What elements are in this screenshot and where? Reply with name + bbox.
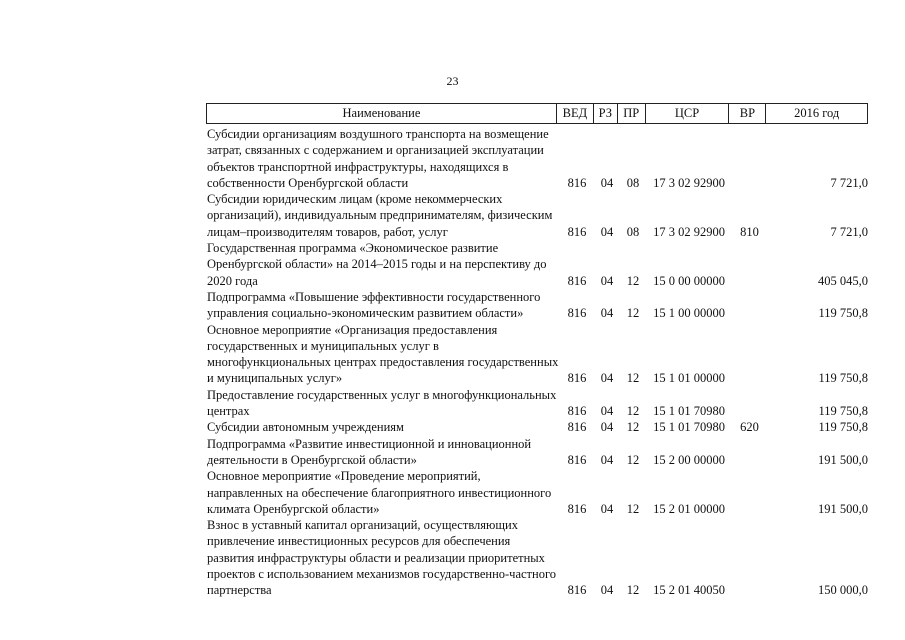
table-row: [206, 240, 868, 289]
row-csr: 15 1 01 70980: [653, 404, 725, 419]
table-row: [206, 289, 868, 322]
row-rz: 04: [600, 501, 614, 516]
row-name: Подпрограмма «Повышение эффективности государственного управления социально-экономическим развитием области»: [207, 289, 541, 321]
header-rz: РЗ: [594, 104, 618, 123]
row-rz: 04: [600, 306, 614, 321]
row-name: Субсидии юридическим лицам (кроме некоммерческих организаций), индивидуальным предпринимателям, физическим лицам–производителям товаров, работ, услуг: [207, 192, 553, 239]
row-vr: 810: [740, 224, 759, 239]
row-name: Взнос в уставный капитал организаций, осуществляющих привлечение инвестиционных ресурсов для обеспечения развития инфраструктуры области и реализации приоритетных проектов с использованием механизмов государственно-частного партнерства: [207, 518, 557, 598]
header-vr: ВР: [729, 104, 766, 123]
table-row: [206, 191, 868, 240]
row-ved: 816: [567, 273, 587, 288]
row-pr: 12: [626, 306, 640, 321]
row-ved: 816: [567, 224, 587, 239]
row-csr: 15 0 00 00000: [653, 273, 725, 288]
row-rz: 04: [600, 175, 614, 190]
row-rz: 04: [600, 583, 614, 598]
row-ved: 816: [567, 175, 587, 190]
row-amount: 191 500,0: [818, 452, 868, 467]
row-amount: 119 750,8: [818, 371, 868, 386]
table-row: [206, 322, 868, 387]
row-rz: 04: [600, 420, 614, 435]
row-ved: 816: [567, 306, 587, 321]
row-ved: 816: [567, 583, 587, 598]
header-csr: ЦСР: [646, 104, 730, 123]
table-row: [206, 419, 868, 435]
row-csr: 15 2 01 00000: [653, 501, 725, 516]
row-csr: 15 2 01 40050: [653, 583, 725, 598]
row-ved: 816: [567, 371, 587, 386]
row-amount: 150 000,0: [818, 583, 868, 598]
row-rz: 04: [600, 371, 614, 386]
row-pr: 12: [626, 420, 640, 435]
row-ved: 816: [567, 404, 587, 419]
table-row: [206, 126, 868, 191]
row-name: Основное мероприятие «Организация предоставления государственных и муниципальных услуг в многофункциональных центрах предоставления государственных и муниципальных услуг»: [207, 322, 559, 386]
row-ved: 816: [567, 420, 587, 435]
header-name: Наименование: [207, 104, 557, 123]
table-row: [206, 436, 868, 469]
row-pr: 12: [626, 404, 640, 419]
row-csr: 15 1 00 00000: [653, 306, 725, 321]
row-pr: 12: [626, 452, 640, 467]
row-amount: 7 721,0: [830, 224, 868, 239]
row-amount: 7 721,0: [830, 175, 868, 190]
row-ved: 816: [567, 452, 587, 467]
row-name: Предоставление государственных услуг в многофункциональных центрах: [207, 387, 557, 419]
row-name: Субсидии автономным учреждениям: [207, 420, 404, 435]
header-ved: ВЕД: [557, 104, 594, 123]
header-pr: ПР: [618, 104, 646, 123]
row-csr: 15 2 00 00000: [653, 452, 725, 467]
row-amount: 405 045,0: [818, 273, 868, 288]
row-vr: 620: [740, 420, 759, 435]
row-name: Подпрограмма «Развитие инвестиционной и инновационной деятельности в Оренбургской области»: [207, 436, 532, 467]
row-pr: 08: [626, 224, 640, 239]
row-rz: 04: [600, 224, 614, 239]
table-row: [206, 387, 868, 420]
row-amount: 119 750,8: [818, 420, 868, 435]
row-csr: 15 1 01 00000: [653, 371, 725, 386]
row-amount: 119 750,8: [818, 404, 868, 419]
row-name: Основное мероприятие «Проведение мероприятий, направленных на обеспечение благоприятного инвестиционного климата Оренбургской области»: [207, 469, 552, 516]
row-ved: 816: [567, 501, 587, 516]
table-row: [206, 517, 868, 598]
row-pr: 12: [626, 501, 640, 516]
header-year: 2016 год: [794, 106, 840, 120]
row-rz: 04: [600, 273, 614, 288]
row-csr: 15 1 01 70980: [653, 420, 725, 435]
row-rz: 04: [600, 452, 614, 467]
row-amount: 191 500,0: [818, 501, 868, 516]
row-pr: 08: [626, 175, 640, 190]
row-name: Субсидии организациям воздушного транспорта на возмещение затрат, связанных с содержанием и организацией эксплуатации объектов транспортной инфраструктуры, находящихся в собственности Оренбургской области: [207, 127, 549, 190]
row-name: Государственная программа «Экономическое развитие Оренбургской области» на 2014–2015 годы и на перспективу до 2020 года: [207, 241, 547, 288]
row-csr: 17 3 02 92900: [653, 224, 725, 239]
row-pr: 12: [626, 371, 640, 386]
table-body: [206, 126, 868, 599]
row-pr: 12: [626, 273, 640, 288]
row-csr: 17 3 02 92900: [653, 175, 725, 190]
row-amount: 119 750,8: [818, 306, 868, 321]
table-row: [206, 468, 868, 517]
table-header: [206, 103, 868, 124]
page-number: 23: [446, 74, 459, 88]
row-pr: 12: [626, 583, 640, 598]
row-rz: 04: [600, 404, 614, 419]
